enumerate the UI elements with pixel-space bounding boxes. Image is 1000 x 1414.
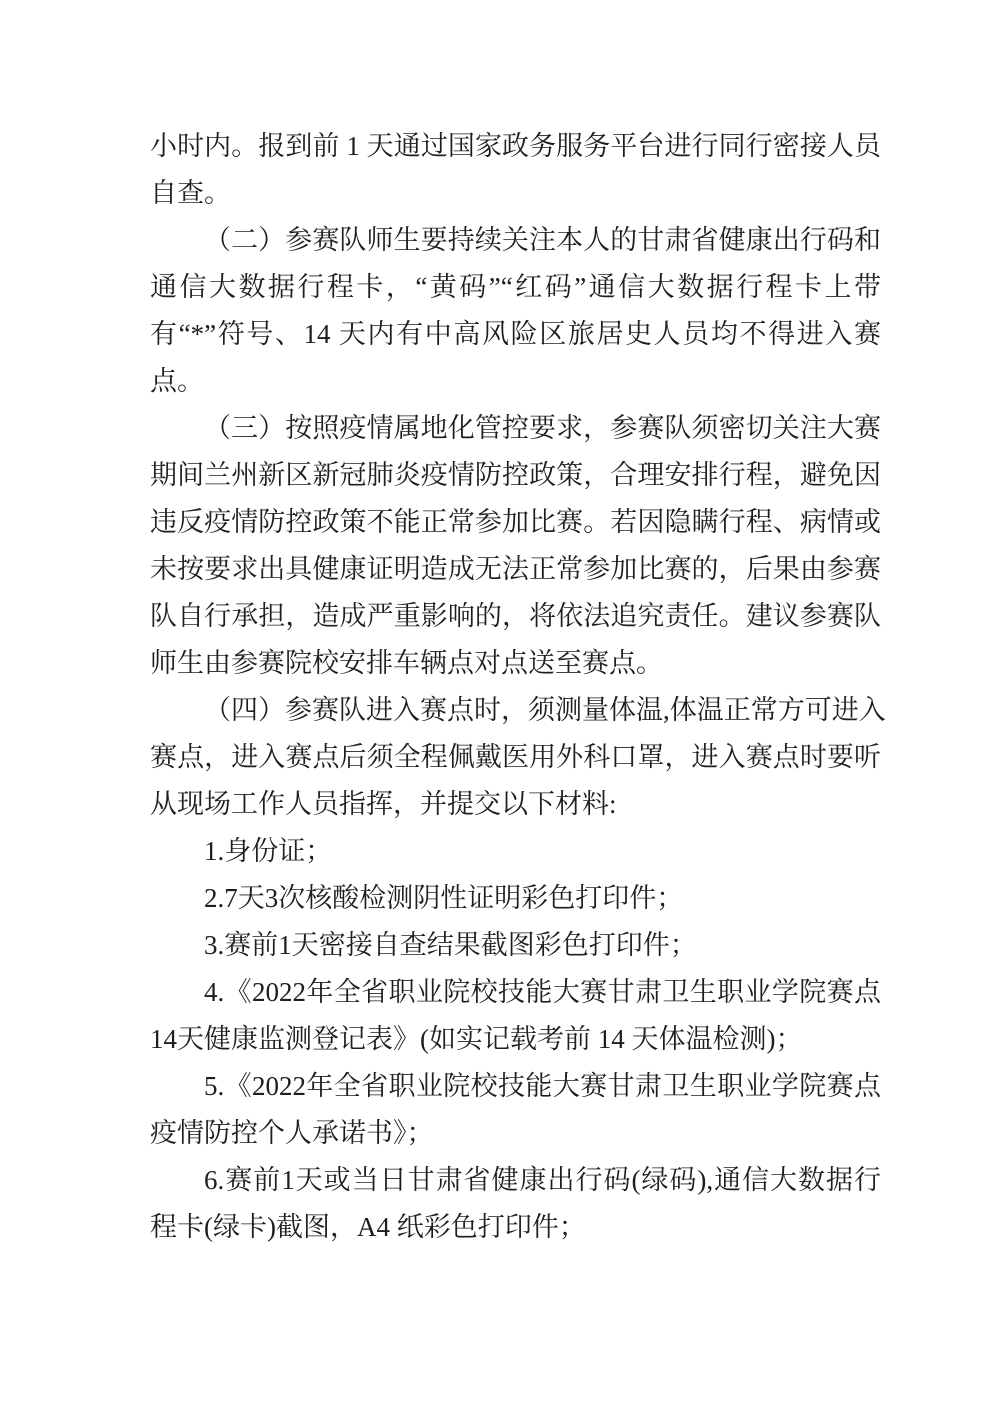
- text-line: 期间兰州新区新冠肺炎疫情防控政策，合理安排行程，避免因: [150, 460, 881, 490]
- text-line: 通信大数据行程卡，“黄码”“红码”通信大数据行程卡上带: [150, 272, 881, 302]
- text-line: 3.赛前1天密接自查结果截图彩色打印件；: [204, 930, 697, 960]
- text-line: 5.《2022年全省职业院校技能大赛甘肃卫生职业学院赛点: [204, 1071, 881, 1101]
- text-line: 未按要求出具健康证明造成无法正常参加比赛的，后果由参赛: [150, 554, 881, 584]
- text-line: 4.《2022年全省职业院校技能大赛甘肃卫生职业学院赛点: [204, 977, 881, 1007]
- text-line: （四）参赛队进入赛点时，须测量体温,体温正常方可进入: [204, 695, 886, 725]
- text-line: 自查。: [150, 178, 231, 208]
- text-line: 1.身份证；: [204, 836, 333, 866]
- document-body-text: [150, 123, 886, 1251]
- text-line: 14天健康监测登记表》(如实记载考前 14 天体温检测)；: [150, 1024, 803, 1054]
- text-line: 疫情防控个人承诺书》；: [150, 1118, 434, 1148]
- text-line: 有“*”符号、14 天内有中高风险区旅居史人员均不得进入赛: [150, 319, 881, 349]
- text-line: 师生由参赛院校安排车辆点对点送至赛点。: [150, 648, 663, 678]
- text-line: 6.赛前1天或当日甘肃省健康出行码(绿码),通信大数据行: [204, 1165, 881, 1195]
- text-line: 违反疫情防控政策不能正常参加比赛。若因隐瞒行程、病情或: [150, 507, 881, 537]
- text-line: （三）按照疫情属地化管控要求，参赛队须密切关注大赛: [204, 413, 881, 443]
- text-line: 赛点，进入赛点后须全程佩戴医用外科口罩，进入赛点时要听: [150, 742, 881, 772]
- text-line: 队自行承担，造成严重影响的，将依法追究责任。建议参赛队: [150, 601, 881, 631]
- text-line: （二）参赛队师生要持续关注本人的甘肃省健康出行码和: [204, 225, 881, 255]
- text-line: 2.7天3次核酸检测阴性证明彩色打印件；: [204, 883, 684, 913]
- text-line: 小时内。报到前 1 天通过国家政务服务平台进行同行密接人员: [150, 131, 881, 161]
- text-line: 从现场工作人员指挥，并提交以下材料:: [150, 789, 617, 819]
- text-line: 点。: [150, 366, 204, 396]
- text-line: 程卡(绿卡)截图，A4 纸彩色打印件；: [150, 1212, 586, 1242]
